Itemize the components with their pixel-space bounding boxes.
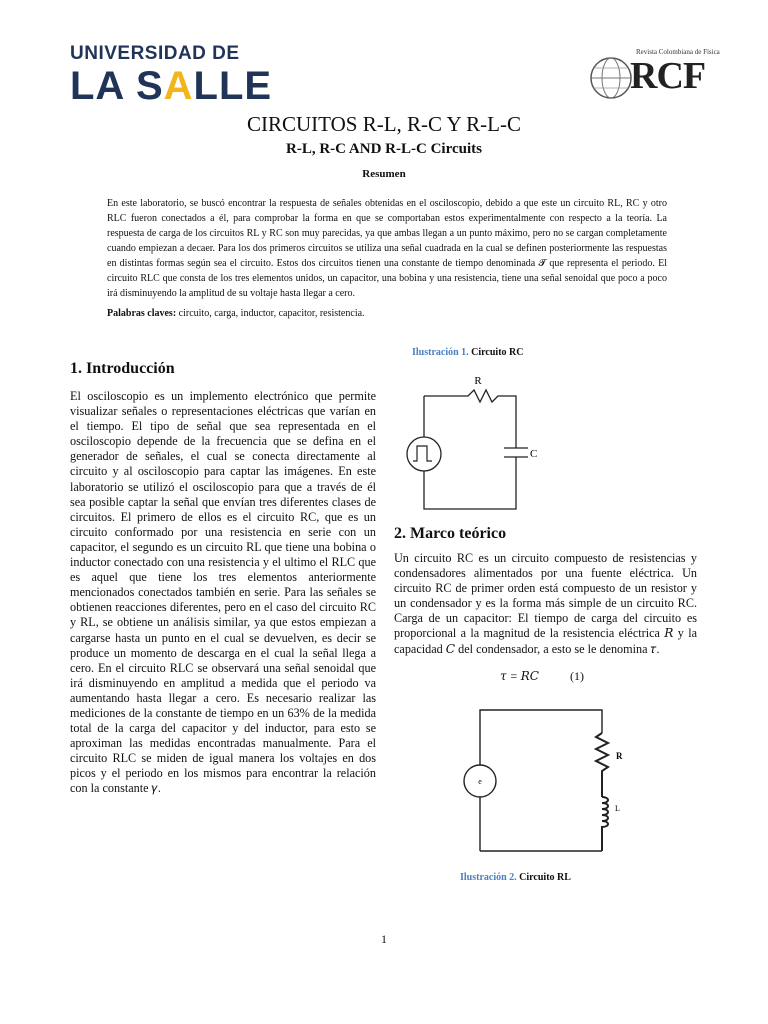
square-wave-source-icon <box>407 437 441 471</box>
paper-subtitle: R-L, R-C AND R-L-C Circuits <box>286 141 482 157</box>
keywords-label: Palabras claves: <box>107 308 177 319</box>
university-logo <box>70 44 272 106</box>
abstract-text: En este laboratorio, se buscó encontrar la respuesta de señales obtenidas en el osciloscopio, debido a que este un circuito RL, RC y otro RLC fueron conectados a él, para comprobar la forma en que se comportaban estos experimentalmente con respecto a la teoría. La respuesta de carga de los circuitos RL y RC son muy parecidas, ya que ambas llegan a un punto máximo, pero no se cargan completamente cuando empiezan a decaer. Para los dos primeros circuitos se utiliza una señal cuadrada en la cual se definen posteriormente las respuestas en distintas formas según sea el circuito. Estos dos circuitos tienen una constante de tiempo denominada 𝓣 que representa el periodo. El circuito RLC que consta de los tres elementos unidos, un capacitor, una bobina y una resistencia, tiene una señal senoidal que poco a poco irá disminuyendo la amplitud de su voltaje hasta llegar a cero. <box>107 198 667 299</box>
equation-number: (1) <box>570 669 584 683</box>
journal-name: Revista Colombiana de Física <box>636 48 720 56</box>
page-number: 1 <box>381 932 387 946</box>
abstract-heading: Resumen <box>362 168 406 180</box>
figure2-label-l: L <box>615 804 620 813</box>
figure2-caption: Ilustración 2. Circuito RL <box>460 872 571 883</box>
figure1-label-r: R <box>474 375 482 387</box>
figure2-source-label: e <box>478 777 482 786</box>
figure1-rc-circuit <box>398 368 558 512</box>
resistor-icon <box>596 733 608 797</box>
intro-heading: 1. Introducción <box>70 360 175 377</box>
theory-text: Un circuito RC es un circuito compuesto de resistencias y condensadores alimentados por una fuente eléctrica. Un circuito RC de primer orden está compuesto de un resistor y un condensador y es la forma más simple de un circuito RC. Carga de un capacitor: El tiempo de carga del circuito es proporcional a la magnitud de la resistencia eléctrica 𝑅 y la capacidad 𝐶 del condensador, a esto se le denomina 𝜏. <box>394 551 697 656</box>
university-logo-line2: LA SALLE <box>70 64 273 108</box>
theory-heading: 2. Marco teórico <box>394 525 507 542</box>
figure2-label-r: R <box>616 751 623 761</box>
inductor-icon <box>602 797 608 851</box>
figure2-rl-circuit <box>458 705 638 865</box>
journal-logo <box>590 48 720 108</box>
journal-acronym: RCF <box>630 55 706 97</box>
keywords <box>107 308 667 319</box>
globe-icon <box>590 50 632 108</box>
equation: 𝜏 = 𝑅𝐶 <box>500 669 539 683</box>
university-logo-line1: UNIVERSIDAD DE <box>70 43 240 64</box>
intro-text: El osciloscopio es un implemento electrónico que permite visualizar señales o representaciones eléctricas que varían en el tiempo. El tipo de señal que sea representada en el osciloscopio depende de la frecuencia que se defina en el generador de señales, el cual se conecta directamente al circuito y al osciloscopio para captar las imágenes. En este laboratorio se utilizó el osciloscopio para que a través de él sea posible captar la señal que envían tres diferentes clases de circuitos. El primero de ellos es el circuito RC, que es un circuito conformado por una resistencia en serie con un capacitor, el segundo es un circuito RL que tiene una bobina o inductor conectado con una resistencia y el ultimo el RLC que es aquel que tiene los tres elementos anteriormente mencionados conectados también en serie. Para las señales se obtienen reacciones diferentes, pero en el caso del circuito RC y RL, se obtiene un análisis similar, ya que estos empiezan a cargarse hasta un punto en el cual se devuelven, es decir se produce un momento de descarga en el cual la señal llega a cero. En el circuito RLC se observará una señal senoidal que irá disminuyendo en amplitud a medida que el periodo va aumentando hasta llegar a cero. Es necesario realizar las mediciones de la constante de tiempo en un 63% de la medida total de la carga del capacitor y del inductor, para esto se aproximan las medidas encontradas manualmente. Para el circuito RLC se miden de igual manera los voltajes en dos picos y el periodo en los mismos para encontrar la relación con la constante 𝛾. <box>70 389 376 796</box>
figure1-label-c: C <box>530 448 538 460</box>
figure1-caption: Ilustración 1. Circuito RC <box>412 347 524 358</box>
keywords-list: circuito, carga, inductor, capacitor, resistencia. <box>178 308 365 319</box>
resistor-wire <box>424 390 516 448</box>
paper-title: CIRCUITOS R-L, R-C Y R-L-C <box>247 112 521 136</box>
